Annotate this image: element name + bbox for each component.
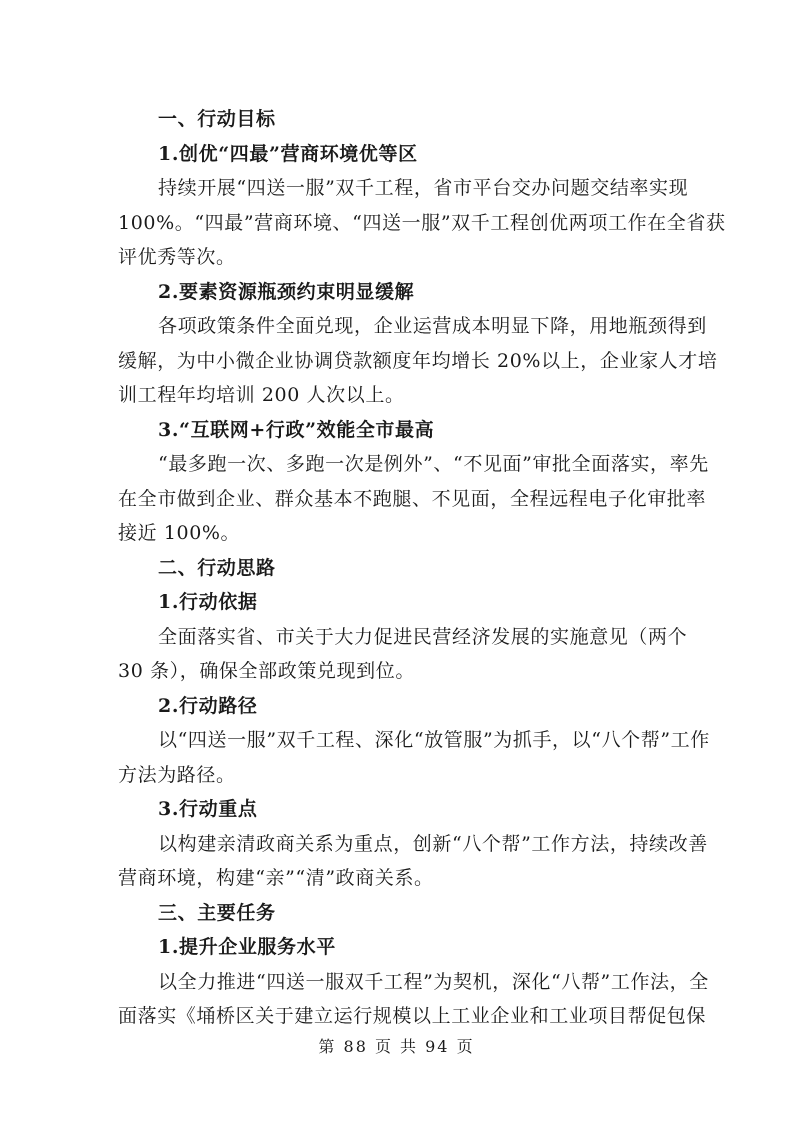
page-footer: 第 88 页 共 94 页 [318, 1037, 475, 1056]
paragraph-line: 以“四送一服”双千工程、深化“放管服”为抓手，以“八个帮”工作 [158, 729, 710, 751]
subsection-heading: 2.行动路径 [158, 694, 258, 717]
section-heading: 三、主要任务 [158, 901, 276, 924]
section-heading: 一、行动目标 [158, 108, 276, 130]
paragraph-line: 训工程年均培训 200 人次以上。 [118, 384, 405, 406]
subsection-heading: 3.“互联网+行政”效能全市最高 [158, 418, 435, 441]
paragraph-line: 各项政策条件全面兑现，企业运营成本明显下降，用地瓶颈得到 [158, 315, 707, 337]
subsection-heading: 1.行动依据 [158, 591, 258, 613]
paragraph-line: 评优秀等次。 [118, 246, 236, 268]
subsection-heading: 1.创优“四最”营商环境优等区 [158, 142, 418, 165]
paragraph-line: 缓解，为中小微企业协调贷款额度年均增长 20%以上，企业家人才培 [118, 349, 718, 372]
paragraph-line: 100%。“四最”营商环境、“四送一服”双千工程创优两项工作在全省获 [118, 211, 726, 234]
paragraph-line: 营商环境，构建“亲”“清”政商关系。 [118, 867, 434, 889]
paragraph-line: 以全力推进“四送一服双千工程”为契机，深化“八帮”工作法，全 [158, 970, 709, 993]
subsection-heading: 3.行动重点 [158, 798, 258, 820]
paragraph-line: 在全市做到企业、群众基本不跑腿、不见面，全程远程电子化审批率 [118, 487, 707, 510]
paragraph-line: 30 条），确保全部政策兑现到位。 [118, 660, 415, 682]
paragraph-line: “最多跑一次、多跑一次是例外”、“不见面”审批全面落实，率先 [158, 453, 709, 475]
paragraph-line: 全面落实省、市关于大力促进民营经济发展的实施意见（两个 [158, 625, 688, 648]
section-heading: 二、行动思路 [158, 556, 276, 579]
paragraph-line: 方法为路径。 [118, 763, 236, 786]
paragraph-line: 接近 100%。 [118, 522, 241, 544]
paragraph-line: 以构建亲清政商关系为重点，创新“八个帮”工作方法，持续改善 [158, 832, 708, 855]
paragraph-line: 持续开展“四送一服”双千工程，省市平台交办问题交结率实现 [158, 177, 689, 199]
paragraph-line: 面落实《埇桥区关于建立运行规模以上工业企业和工业项目帮促包保 [118, 1005, 707, 1027]
subsection-heading: 2.要素资源瓶颈约束明显缓解 [158, 280, 415, 303]
subsection-heading: 1.提升企业服务水平 [158, 936, 336, 958]
